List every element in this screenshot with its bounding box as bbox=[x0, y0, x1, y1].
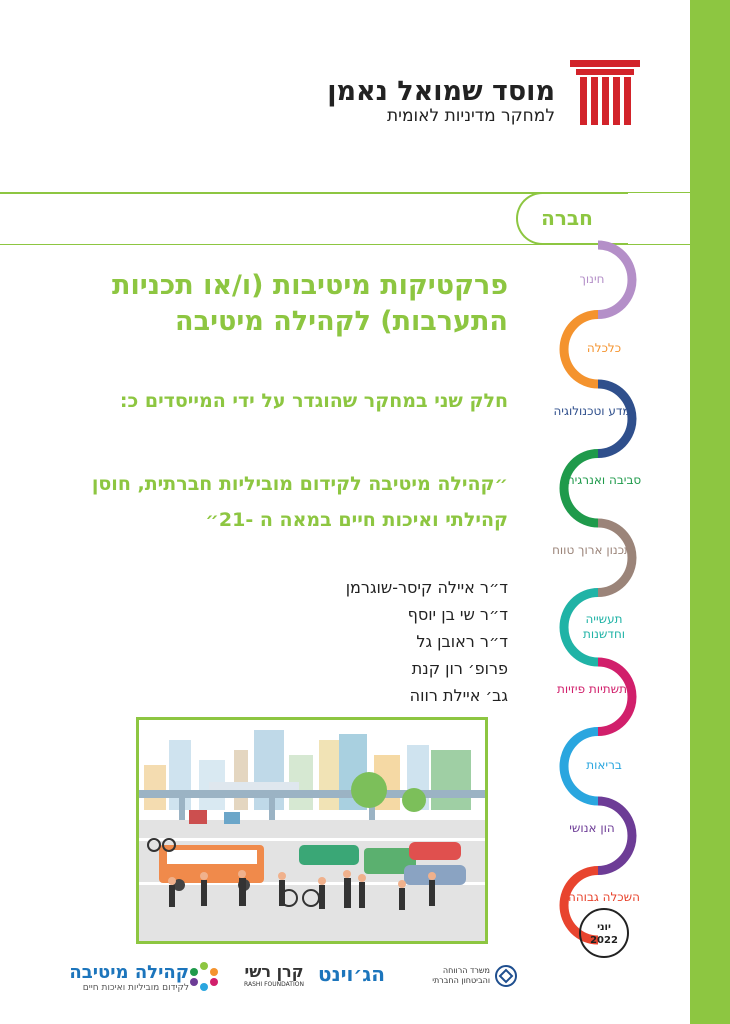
topic-arc bbox=[598, 662, 632, 732]
city-illustration bbox=[136, 717, 488, 944]
institute-name: מוסד שמואל נאמן bbox=[327, 76, 555, 107]
topic-label: סביבה ואנרגיה bbox=[566, 473, 642, 488]
joint-logo bbox=[318, 962, 385, 986]
topic-arc bbox=[598, 384, 632, 454]
author: ד״ר ראובן גל bbox=[416, 632, 508, 651]
rashi-name-en: RASHI FOUNDATION bbox=[244, 981, 304, 988]
ministry-emblem-icon bbox=[494, 964, 518, 988]
topic-arc bbox=[598, 801, 632, 871]
kehila-logo bbox=[24, 962, 189, 993]
kehila-name: קהילה מיטיבה bbox=[69, 962, 189, 983]
date-month: יוני bbox=[597, 922, 611, 933]
date-badge bbox=[579, 908, 629, 958]
category-label: חברה bbox=[541, 206, 593, 230]
page-subtitle: חלק שני במחקר שהוגדר על ידי המייסדים כ: bbox=[119, 390, 508, 412]
research-quote: ״קהילה מיטיבה לקידום מוביליות חברתית, חוסן קהילתי ואיכות חיים במאה ה -21״ bbox=[91, 473, 508, 531]
topic-label: מדע וטכנולוגיה bbox=[553, 403, 631, 418]
topic-label: השכלה גבוהה bbox=[568, 890, 640, 905]
kehila-subtitle: לקידום מוביליות ואיכות חיים bbox=[82, 983, 189, 993]
rashi-name: קרן רשי bbox=[244, 962, 304, 981]
ministry-name: משרד הרווחה והביטחון החברתי bbox=[432, 966, 490, 985]
topic-label: הון אנושי bbox=[569, 820, 615, 835]
page-title: פרקטיקות מיטיבות (ו/או תכניות התערבות) לקהילה מיטיבה bbox=[112, 270, 508, 337]
date-year: 2022 bbox=[590, 935, 618, 946]
topic-label: כלכלה bbox=[586, 341, 622, 356]
topic-label: תשתיות פיזיות bbox=[556, 681, 628, 696]
rashi-logo bbox=[240, 962, 308, 988]
institute-subtitle: למחקר מדיניות לאומית bbox=[387, 106, 555, 126]
kehila-emblem-icon bbox=[188, 960, 220, 992]
topic-label: בריאות bbox=[586, 758, 622, 773]
topic-label: תכנון ארוך טווח bbox=[552, 542, 632, 557]
city-scene-image bbox=[139, 720, 485, 941]
topic-arc bbox=[564, 454, 598, 524]
topic-arc bbox=[598, 523, 632, 593]
topic-label: תעשייה וחדשנות bbox=[582, 612, 626, 642]
author: פרופ׳ רון קנת bbox=[411, 659, 508, 678]
author: ד״ר איילה קיסר-שוגרמן bbox=[345, 578, 508, 597]
author: ד״ר שי בן יוסף bbox=[407, 605, 508, 624]
topic-label: חינוך bbox=[579, 271, 605, 286]
author: גב׳ איילת רווה bbox=[409, 686, 508, 705]
joint-name: הג׳וינט bbox=[318, 962, 385, 986]
